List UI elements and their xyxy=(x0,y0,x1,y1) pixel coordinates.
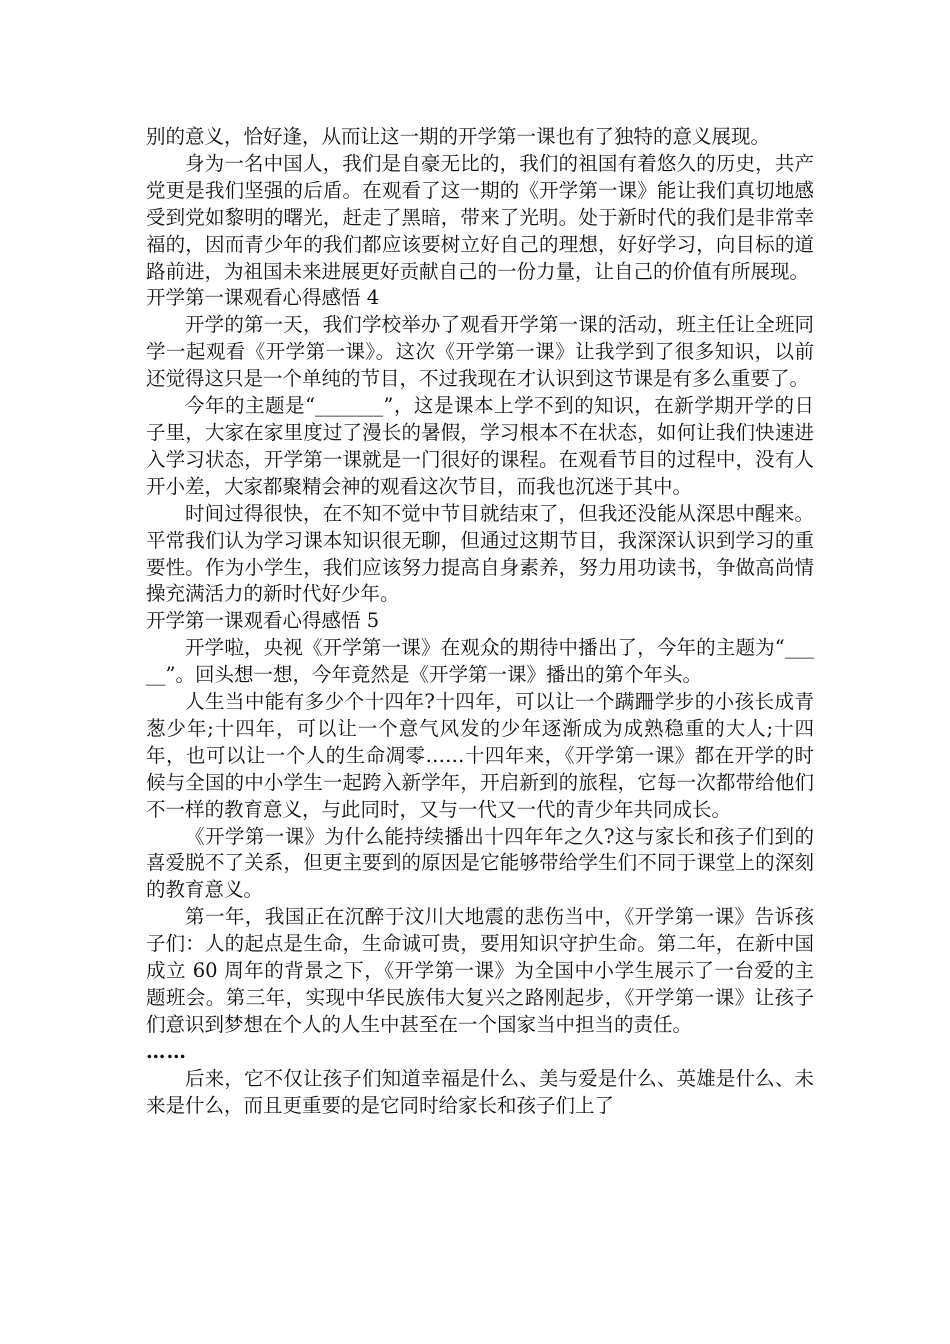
paragraph: 后来，它不仅让孩子们知道幸福是什么、美与爱是什么、英雄是什么、未来是什么，而且更重要的是它同时给家长和孩子们上了 xyxy=(146,1066,814,1117)
section-heading: 开学第一课观看心得感悟 5 xyxy=(146,609,380,633)
paragraph: 第一年，我国正在沉醉于汶川大地震的悲伤当中，《开学第一课》告诉孩子们：人的起点是生命，生命诚可贵，要用知识守护生命。第二年，在新中国成立 60 周年的背景之下，《开学第一课》为全国中小学生展示了一台爱的主题班会。第三年，实现中华民族伟大复兴之路刚起步，《开学第一课》让孩子们意识到梦想在个人的人生中甚至在一个国家当中担当的责任。 xyxy=(146,905,814,1036)
section-heading: 开学第一课观看心得感悟 4 xyxy=(146,286,380,310)
paragraph: 开学啦，央视《开学第一课》在观众的期待中播出了，今年的主题为“_____”。回头想一想，今年竟然是《开学第一课》播出的第个年头。 xyxy=(146,636,814,687)
paragraph: 身为一名中国人，我们是自豪无比的，我们的祖国有着悠久的历史，共产党更是我们坚强的后盾。在观看了这一期的《开学第一课》能让我们真切地感受到党如黎明的曙光，赶走了黑暗，带来了光明。处于新时代的我们是非常幸福的，因而青少年的我们都应该要树立好自己的理想，好好学习，向目标的道路前进，为祖国未来进展更好贡献自己的一份力量，让自己的价值有所展现。 xyxy=(146,151,814,283)
paragraph: 人生当中能有多少个十四年?十四年，可以让一个蹒跚学步的小孩长成青葱少年;十四年，可以让一个意气风发的少年逐渐成为成熟稳重的大人;十四年，也可以让一个人的生命凋零……十四年来，《开学第一课》都在开学的时候与全国的中小学生一起跨入新学年，开启新到的旅程，它每一次都带给他们不一样的教育意义，与此同时，又与一代又一代的青少年共同成长。 xyxy=(146,690,814,821)
paragraph: 时间过得很快，在不知不觉中节目就结束了，但我还没能从深思中醒来。平常我们认为学习课本知识很无聊，但通过这期节目，我深深认识到学习的重要性。作为小学生，我们应该努力提高自身素养，努力用功读书，争做高尚情操充满活力的新时代好少年。 xyxy=(146,501,814,606)
paragraph: 今年的主题是“_______”，这是课本上学不到的知识，在新学期开学的日子里，大家在家里度过了漫长的暑假，学习根本不在状态，如何让我们快速进入学习状态，开学第一课就是一门很好的课程。在观看节目的过程中，没有人开小差，大家都聚精会神的观看这次节目，而我也沉迷于其中。 xyxy=(146,394,814,498)
ellipsis-separator: …… xyxy=(146,1039,187,1063)
paragraph: 开学的第一天，我们学校举办了观看开学第一课的活动，班主任让全班同学一起观看《开学第一课》。这次《开学第一课》让我学到了很多知识，以前还觉得这只是一个单纯的节目，不过我现在才认识到这节课是有多么重要了。 xyxy=(146,313,814,391)
document-page xyxy=(146,124,814,1120)
paragraph-continuation: 别的意义，恰好逢，从而让这一期的开学第一课也有了独特的意义展现。 xyxy=(146,125,771,148)
paragraph: 《开学第一课》为什么能持续播出十四年年之久?这与家长和孩子们到的喜爱脱不了关系，但更主要到的原因是它能够带给学生们不同于课堂上的深刻的教育意义。 xyxy=(146,824,814,902)
